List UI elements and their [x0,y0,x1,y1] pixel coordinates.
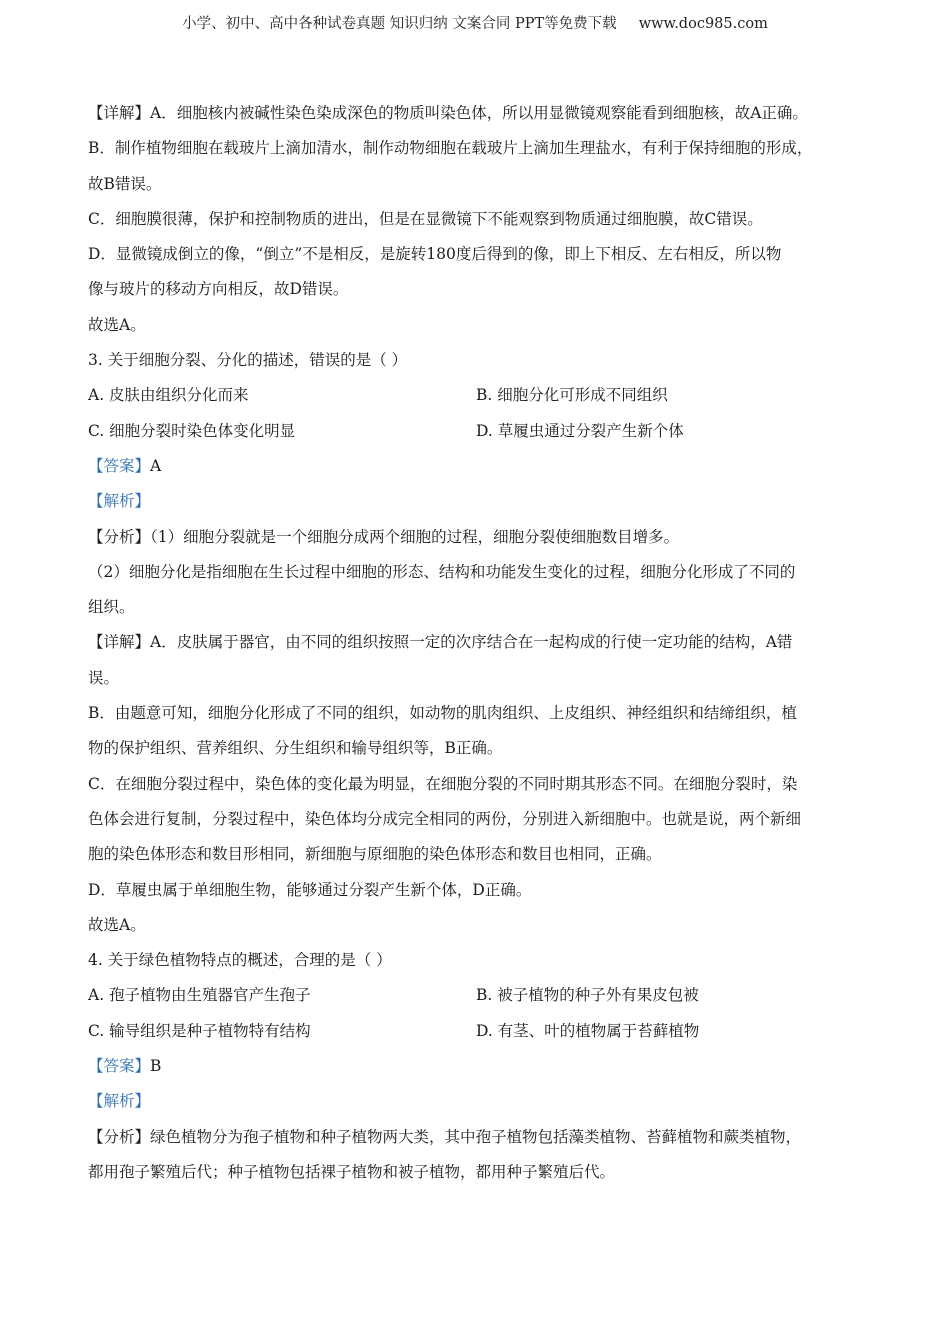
q4-option-d: D. 有茎、叶的植物属于苔藓植物 [476,1021,700,1040]
q2-detail-d-line1: D．显微镜成倒立的像，“倒立”不是相反，是旋转180度后得到的像，即上下相反、左右相反，所以物 [88,245,782,264]
q3-detail-a1: 【详解】A．皮肤属于器官，由不同的组织按照一定的次序结合在一起构成的行使一定功能的结构，A错 [88,633,793,652]
q2-detail-c: C．细胞膜很薄，保护和控制物质的进出，但是在显微镜下不能观察到物质通过细胞膜，故C错误。 [88,209,763,228]
q4-answer-value: B [150,1057,162,1076]
q3-detail-b1: B．由题意可知，细胞分化形成了不同的组织，如动物的肌肉组织、上皮组织、神经组织和结缔组织，植 [88,704,797,723]
q2-detail-b-line2: 故B错误。 [88,174,162,193]
q3-analysis-tag: 【解析】 [88,492,151,511]
q3-options-row-2 [88,414,868,449]
q3-options-row-1 [88,378,868,413]
q4-option-a: A. 孢子植物由生殖器官产生孢子 [88,986,311,1005]
q3-answer-tag: 【答案】 [88,456,151,475]
q3-detail-c1: C．在细胞分裂过程中，染色体的变化最为明显，在细胞分裂的不同时期其形态不同。在细胞分裂时，染 [88,774,798,793]
q3-fenxi-1: 【分析】（1）细胞分裂就是一个细胞分成两个细胞的过程，细胞分裂使细胞数目增多。 [88,527,680,546]
q3-stem: 3. 关于细胞分裂、分化的描述，错误的是（ ） [88,351,408,370]
header-text: 小学、初中、高中各种试卷真题 知识归纳 文案合同 PPT等免费下载 [182,16,617,32]
q3-detail-c3: 胞的染色体形态和数目形相同，新细胞与原细胞的染色体形态和数目也相同，正确。 [88,845,662,864]
q4-fenxi-2: 都用孢子繁殖后代；种子植物包括裸子植物和被子植物，都用种子繁殖后代。 [88,1162,616,1181]
header-url[interactable]: www.doc985.com [638,16,768,32]
q2-detail-a: 【详解】A．细胞核内被碱性染色染成深色的物质叫染色体，所以用显微镜观察能看到细胞核，故A正确。 [88,104,808,122]
q2-conclusion: 故选A。 [88,315,146,334]
q3-option-a: A. 皮肤由组织分化而来 [88,386,249,405]
q3-detail-a2: 误。 [88,668,120,687]
q3-conclusion: 故选A。 [88,915,146,934]
q4-options-row-1 [88,978,868,1013]
page-header [0,12,950,33]
q3-detail-d: D．草履虫属于单细胞生物，能够通过分裂产生新个体，D正确。 [88,880,532,899]
q4-answer [88,1049,868,1084]
q4-stem: 4. 关于绿色植物特点的概述，合理的是（ ） [88,951,392,970]
q3-answer-value: A [150,456,162,475]
q4-option-b: B. 被子植物的种子外有果皮包被 [476,986,699,1005]
q3-option-c: C. 细胞分裂时染色体变化明显 [88,421,296,440]
q4-options-row-2 [88,1014,868,1049]
q4-analysis-tag: 【解析】 [88,1092,151,1111]
q4-answer-tag: 【答案】 [88,1057,151,1076]
q4-option-c: C. 输导组织是种子植物特有结构 [88,1021,311,1040]
q3-detail-c2: 色体会进行复制，分裂过程中，染色体均分成完全相同的两份，分别进入新细胞中。也就是说，两个新细 [88,809,802,828]
q3-detail-b2: 物的保护组织、营养组织、分生组织和输导组织等，B正确。 [88,739,503,758]
document-body [88,96,868,1190]
q3-option-d: D. 草履虫通过分裂产生新个体 [476,421,684,440]
q2-detail-d-line2: 像与玻片的移动方向相反，故D错误。 [88,280,349,299]
q3-fenxi-2b: 组织。 [88,598,135,617]
q2-detail-b-line1: B．制作植物细胞在载玻片上滴加清水，制作动物细胞在载玻片上滴加生理盐水，有利于保持细胞的形成， [88,139,813,158]
q4-fenxi-1: 【分析】绿色植物分为孢子植物和种子植物两大类，其中孢子植物包括藻类植物、苔藓植物和蕨类植物， [88,1127,802,1146]
q3-fenxi-2a: （2）细胞分化是指细胞在生长过程中细胞的形态、结构和功能发生变化的过程，细胞分化形成了不同的 [88,562,796,581]
q3-option-b: B. 细胞分化可形成不同组织 [476,386,668,405]
q3-answer [88,449,868,484]
